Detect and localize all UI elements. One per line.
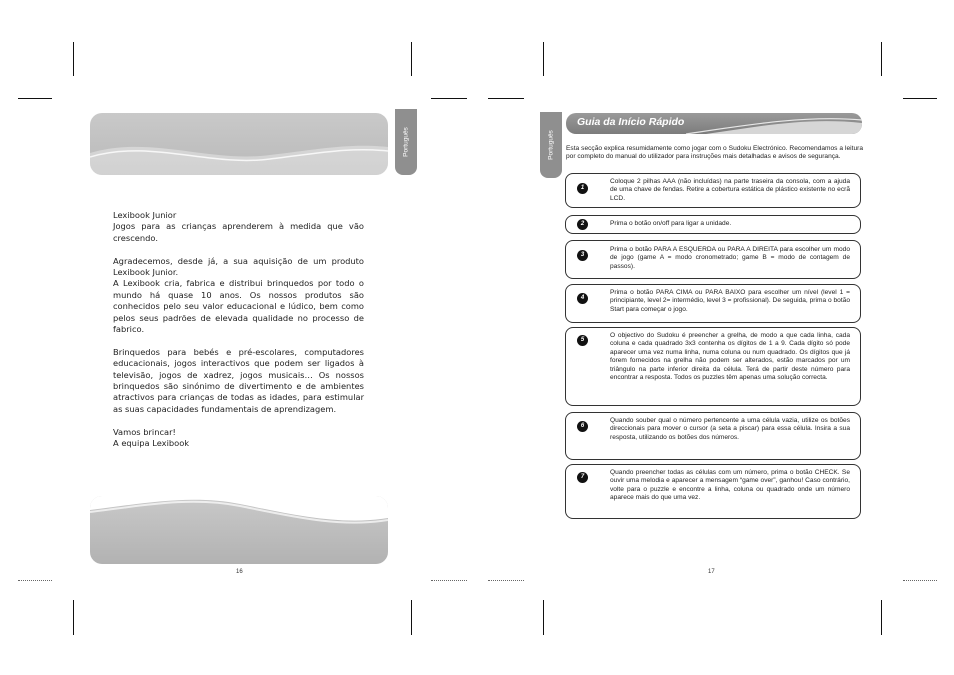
section-title-bar: [566, 113, 862, 134]
step-number-badge: 6: [577, 421, 588, 432]
language-tab-label: Português: [402, 127, 410, 157]
letter-products: Brinquedos para bebés e pré-escolares, computadores educacionais, jogos interactivos que podem ser ligados à televisão, jogos de xadrez, jogos musicais… Os nossos brinquedos são sinónimo de divertimento e de ambientes atractivos para crianças de todas as idades, para estimular as suas capacidades fundamentais de aprendizagem.: [113, 346, 364, 414]
crop-mark: [73, 600, 74, 635]
trim-line: [431, 580, 467, 581]
crop-mark: [543, 600, 544, 635]
trim-line: [903, 580, 937, 581]
crop-mark: [73, 42, 74, 76]
step-number-badge: 3: [577, 250, 588, 261]
intro-text: Esta secção explica resumidamente como jogar com o Sudoku Electrónico. Recomendamos a leitura por completo do manual do utilizador para instruções mais detalhadas e avisos de segurança.: [566, 145, 863, 161]
letter-brand-line: Lexibook Junior: [113, 210, 177, 220]
step-number-badge: 2: [577, 219, 588, 230]
step-box-7: [565, 464, 861, 519]
section-title: Guia da Início Rápido: [577, 116, 685, 128]
language-tab-label: Português: [547, 130, 555, 160]
trim-line: [488, 580, 524, 581]
step-box-4: [565, 284, 861, 323]
crop-mark: [903, 98, 937, 99]
crop-mark: [411, 600, 412, 635]
step-text: Quando preencher todas as células com um número, prima o botão CHECK. Se ouvir uma melodia e aparecer a mensagem “game over”, ganhou! Caso contrário, volte para o puzzle e encontre a linha, coluna ou quadrado onde um número aparece mais do que uma vez.: [610, 469, 850, 502]
wave-decoration: [90, 496, 388, 564]
step-text: Prima o botão on/off para ligar a unidade.: [610, 220, 732, 227]
step-text: O objectivo do Sudoku é preencher a grelha, de modo a que cada linha, cada coluna e cada quadrado 3x3 contenha os dígitos de 1 a 9. Cada dígito só pode aparecer uma vez numa linha, numa coluna ou num quadrado. Os dígitos que já forem fornecidos na grelha não podem ser alterados, estão marcados por um triângulo na parte inferior direita da célula. Terá de partir deste número para encontrar a resposta. Todos os puzzles têm apenas uma solução correcta.: [610, 332, 850, 382]
step-number-badge: 4: [577, 293, 588, 304]
page-number: 16: [236, 569, 243, 575]
language-tab: [540, 112, 562, 178]
crop-mark: [488, 98, 524, 99]
step-box-2: [565, 215, 861, 234]
step-text: Coloque 2 pilhas AAA (não incluídas) na parte traseira da consola, com a ajuda de uma chave de fendas. Retire a cobertura estática de plástico existente no ecrã LCD.: [610, 178, 850, 202]
letter-about: A Lexibook cria, fabrica e distribui brinquedos por todo o mundo há quase 10 anos. Os nossos produtos são conhecidos pelo seu valor educacional e lúdico, bem como pelos seus padrões de elevada qualidade no processo de fabrico.: [113, 278, 364, 335]
step-text: Quando souber qual o número pertencente a uma célula vazia, utilize os botões direccionais para mover o cursor (a seta a piscar) para essa célula. Insira a sua resposta, utilizando os botões dos números.: [610, 417, 850, 441]
footer-banner: [90, 496, 388, 564]
crop-mark: [881, 42, 882, 76]
letter-thanks: Agradecemos, desde já, a sua aquisição de um produto Lexibook Junior.: [113, 255, 364, 278]
crop-mark: [431, 98, 467, 99]
step-number-badge: 5: [577, 335, 588, 346]
step-box-6: [565, 412, 861, 460]
crop-mark: [543, 42, 544, 76]
trim-line: [18, 580, 52, 581]
wave-decoration: [90, 113, 388, 175]
welcome-letter: [113, 210, 364, 449]
step-number-badge: 1: [577, 183, 588, 194]
page-number: 17: [708, 569, 715, 575]
crop-mark: [411, 42, 412, 76]
step-text: Prima o botão PARA CIMA ou PARA BAIXO para escolher um nível (level 1 = principiante, level 2= intermédio, level 3 = profissional). De seguida, prima o botão Start para começar o jogo.: [610, 289, 850, 313]
header-banner: [90, 113, 388, 175]
step-box-5: [565, 327, 861, 406]
crop-mark: [881, 600, 882, 635]
letter-tagline: Jogos para as crianças aprenderem à medida que vão crescendo.: [113, 221, 364, 243]
crop-mark: [18, 98, 52, 99]
step-number-badge: 7: [577, 472, 588, 483]
step-box-3: [565, 240, 861, 279]
letter-signature: A equipa Lexibook: [113, 438, 190, 449]
letter-closing: Vamos brincar!: [113, 426, 176, 437]
step-text: Prima o botão PARA A ESQUERDA ou PARA A DIREITA para escolher um modo de jogo (game A = modo cronometrado; game B = modo de contagem de passos).: [610, 246, 850, 270]
step-box-1: [565, 173, 861, 208]
language-tab: [395, 109, 417, 175]
